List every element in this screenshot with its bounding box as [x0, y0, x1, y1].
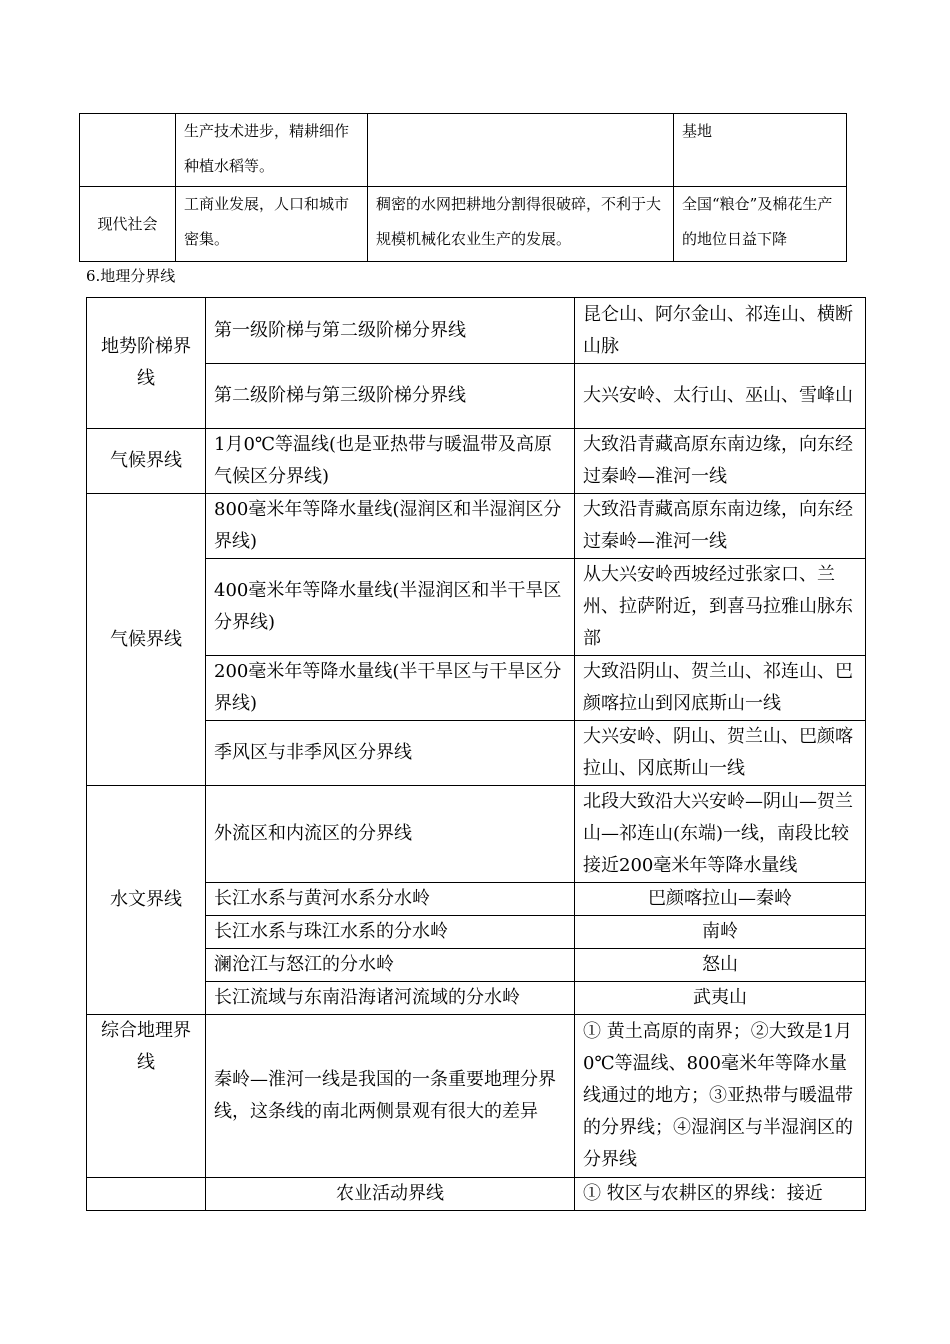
- table-row: [87, 298, 866, 364]
- location-cell: ① 牧区与农耕区的界线：接近: [575, 1178, 866, 1211]
- category-cell: [87, 1178, 206, 1211]
- location-cell: 武夷山: [575, 982, 866, 1015]
- location-cell: 大致沿青藏高原东南边缘，向东经过秦岭—淮河一线: [575, 494, 866, 559]
- development-cell: 生产技术进步，精耕细作种植水稻等。: [176, 114, 368, 187]
- table-row: [87, 429, 866, 494]
- period-cell: 现代社会: [80, 187, 176, 262]
- period-cell: [80, 114, 176, 187]
- category-cell: 综合地理界线: [87, 1015, 206, 1178]
- table-row: [87, 1178, 866, 1211]
- status-cell: 全国“粮仓”及棉花生产的地位日益下降: [674, 187, 847, 262]
- category-cell: 气候界线: [87, 429, 206, 494]
- boundary-line-cell: 农业活动界线: [206, 1178, 575, 1211]
- category-cell: 地势阶梯界线: [87, 298, 206, 429]
- location-cell: 巴颜喀拉山—秦岭: [575, 883, 866, 916]
- location-cell: ① 黄土高原的南界；②大致是1月0℃等温线、800毫米年等降水量线通过的地方；③亚热带与暖温带的分界线；④湿润区与半湿润区的分界线: [575, 1015, 866, 1178]
- table-row: [87, 786, 866, 883]
- boundary-line-cell: 长江流域与东南沿海诸河流域的分水岭: [206, 982, 575, 1015]
- society-table: [79, 113, 847, 262]
- boundary-line-cell: 季风区与非季风区分界线: [206, 721, 575, 786]
- boundary-table: [86, 297, 866, 1211]
- boundary-line-cell: 200毫米年等降水量线(半干旱区与干旱区分界线): [206, 656, 575, 721]
- location-cell: 大致沿阴山、贺兰山、祁连山、巴颜喀拉山到冈底斯山一线: [575, 656, 866, 721]
- location-cell: 大兴安岭、阴山、贺兰山、巴颜喀拉山、冈底斯山一线: [575, 721, 866, 786]
- category-cell: 气候界线: [87, 494, 206, 786]
- boundary-line-cell: 800毫米年等降水量线(湿润区和半湿润区分界线): [206, 494, 575, 559]
- boundary-line-cell: 长江水系与珠江水系的分水岭: [206, 916, 575, 949]
- development-cell: 工商业发展，人口和城市密集。: [176, 187, 368, 262]
- table-row: [80, 187, 847, 262]
- impact-cell: 稠密的水网把耕地分割得很破碎，不利于大规模机械化农业生产的发展。: [368, 187, 674, 262]
- boundary-line-cell: 秦岭—淮河一线是我国的一条重要地理分界线，这条线的南北两侧景观有很大的差异: [206, 1015, 575, 1178]
- category-cell: 水文界线: [87, 786, 206, 1015]
- boundary-line-cell: 长江水系与黄河水系分水岭: [206, 883, 575, 916]
- table-row: [87, 494, 866, 559]
- location-cell: 大致沿青藏高原东南边缘，向东经过秦岭—淮河一线: [575, 429, 866, 494]
- location-cell: 从大兴安岭西坡经过张家口、兰州、拉萨附近，到喜马拉雅山脉东部: [575, 559, 866, 656]
- status-cell: 基地: [674, 114, 847, 187]
- boundary-line-cell: 400毫米年等降水量线(半湿润区和半干旱区分界线): [206, 559, 575, 656]
- boundary-line-cell: 1月0℃等温线(也是亚热带与暖温带及高原气候区分界线): [206, 429, 575, 494]
- location-cell: 南岭: [575, 916, 866, 949]
- boundary-line-cell: 第二级阶梯与第三级阶梯分界线: [206, 364, 575, 429]
- table-row: [87, 1015, 866, 1178]
- boundary-line-cell: 澜沧江与怒江的分水岭: [206, 949, 575, 982]
- location-cell: 大兴安岭、太行山、巫山、雪峰山: [575, 364, 866, 429]
- boundary-line-cell: 第一级阶梯与第二级阶梯分界线: [206, 298, 575, 364]
- section-title: 6.地理分界线: [86, 267, 176, 285]
- boundary-line-cell: 外流区和内流区的分界线: [206, 786, 575, 883]
- table-row: [80, 114, 847, 187]
- location-cell: 昆仑山、阿尔金山、祁连山、横断山脉: [575, 298, 866, 364]
- impact-cell: [368, 114, 674, 187]
- location-cell: 怒山: [575, 949, 866, 982]
- location-cell: 北段大致沿大兴安岭—阴山—贺兰山—祁连山(东端)一线，南段比较接近200毫米年等降水量线: [575, 786, 866, 883]
